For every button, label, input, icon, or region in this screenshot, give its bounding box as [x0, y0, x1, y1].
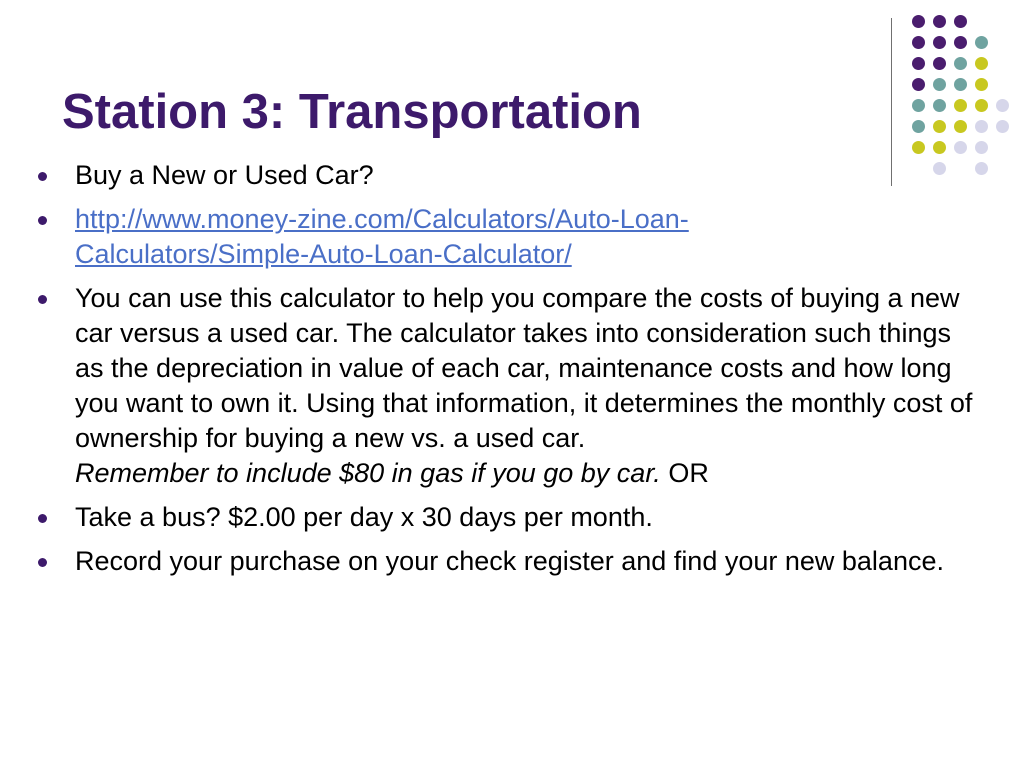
calculator-link-line2[interactable]: Calculators/Simple-Auto-Loan-Calculator/: [75, 239, 572, 269]
decorative-dot: [954, 99, 967, 112]
bullet-marker: [38, 172, 47, 181]
calculator-link-line1[interactable]: http://www.money-zine.com/Calculators/Auto-Loan-: [75, 204, 689, 234]
decorative-dot: [996, 99, 1009, 112]
decorative-dot: [996, 120, 1009, 133]
decorative-dot: [975, 141, 988, 154]
decorative-dot: [933, 141, 946, 154]
bullet-item-calculator-link: [38, 202, 978, 272]
bullet-item-buy-car: [38, 158, 978, 193]
decorative-dot: [975, 78, 988, 91]
bullet-marker: [38, 558, 47, 567]
decorative-dot: [933, 120, 946, 133]
slide-title: Station 3: Transportation: [62, 85, 642, 139]
decorative-dot: [975, 57, 988, 70]
decorative-dot: [954, 15, 967, 28]
decorative-dot: [912, 78, 925, 91]
bullet-marker: [38, 295, 47, 304]
bullet-item-calculator-description: [38, 281, 978, 491]
calculator-link[interactable]: [75, 204, 689, 269]
bullet-text: Take a bus? $2.00 per day x 30 days per month.: [75, 502, 653, 532]
decorative-dot: [912, 57, 925, 70]
decorative-dot: [954, 57, 967, 70]
decorative-dot: [933, 57, 946, 70]
decorative-dot: [933, 99, 946, 112]
bullet-list: [38, 158, 978, 588]
bullet-text: Buy a New or Used Car?: [75, 160, 374, 190]
decorative-dot: [954, 36, 967, 49]
or-text: OR: [660, 458, 709, 488]
bullet-marker: [38, 514, 47, 523]
decorative-dot: [975, 120, 988, 133]
decorative-dot: [975, 36, 988, 49]
decorative-dot: [933, 15, 946, 28]
bullet-marker: [38, 216, 47, 225]
decorative-dot: [933, 36, 946, 49]
decorative-dot: [912, 36, 925, 49]
gas-reminder-text: Remember to include $80 in gas if you go by car.: [75, 458, 661, 488]
decorative-dot: [954, 141, 967, 154]
decorative-dot: [912, 141, 925, 154]
dot-grid-decoration: [912, 15, 1012, 165]
bullet-text: Record your purchase on your check register and find your new balance.: [75, 546, 944, 576]
decorative-dot: [975, 99, 988, 112]
decorative-dot: [954, 120, 967, 133]
decorative-dot: [912, 120, 925, 133]
decorative-dot: [954, 78, 967, 91]
bullet-item-record-purchase: [38, 544, 978, 579]
decorative-dot: [912, 15, 925, 28]
decorative-dot: [933, 78, 946, 91]
bullet-text: You can use this calculator to help you compare the costs of buying a new car versus a used car. The calculator takes into consideration such things as the depreciation in value of each car, maintenance costs and how long you want to own it. Using that information, it determines the monthly cost of ownership for buying a new vs. a used car.: [75, 283, 973, 453]
decorative-dot: [912, 99, 925, 112]
bullet-item-bus: [38, 500, 978, 535]
